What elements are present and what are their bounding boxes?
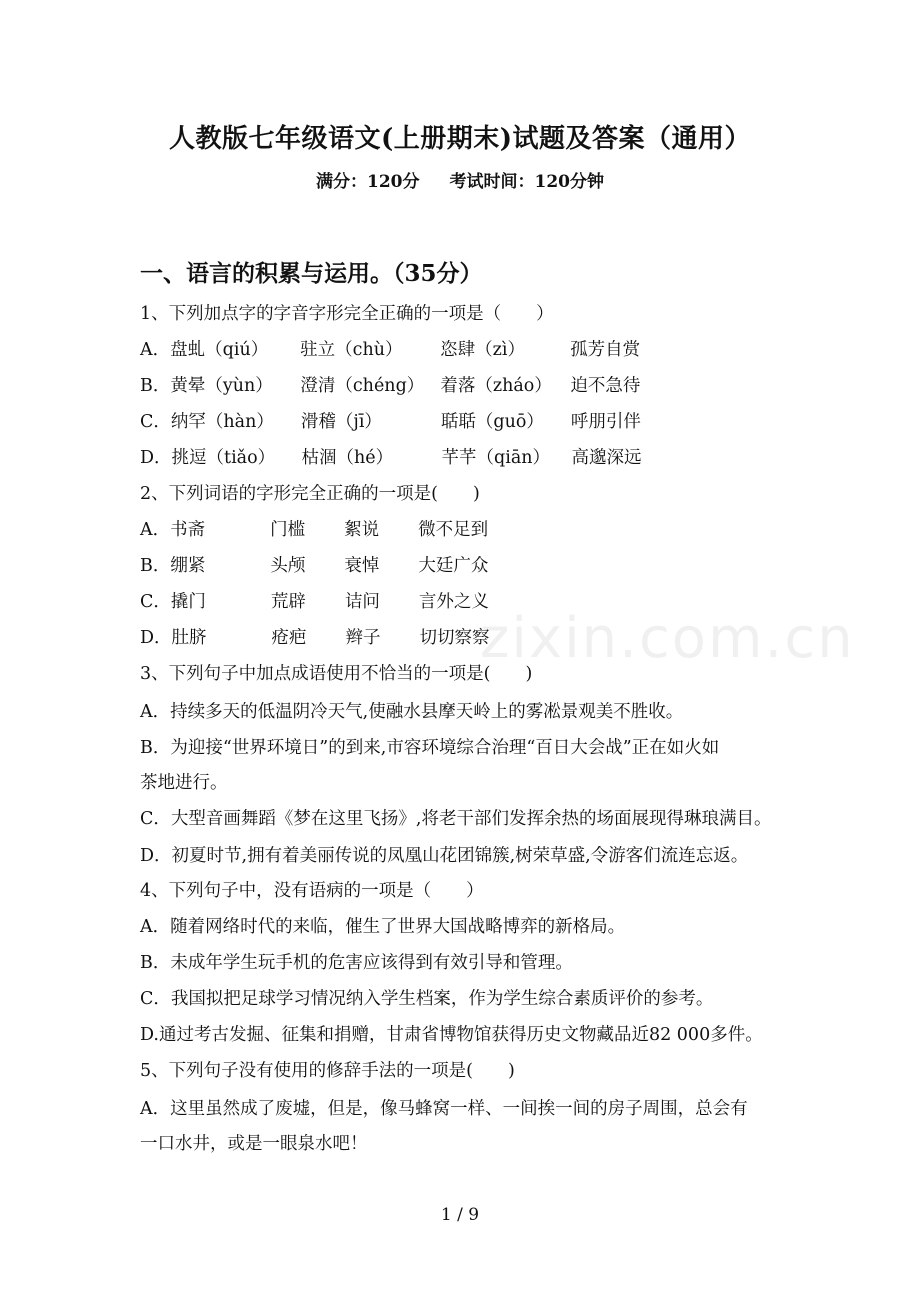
q3-option-a: A．持续多天的低温阴冷天气,使融水县摩天岭上的雾凇景观美不胜收。 [140,702,684,722]
section-heading: 一、语言的积累与运用。（35分） [140,260,483,287]
exam-info [0,167,920,192]
q1-option-d: D．挑逗（tiǎo） 枯涸（hé） 芊芊（qiān） 高邈深远 [140,448,642,468]
q1-option-c: C．纳罕（hàn） 滑稽（jī） 聒聒（guō） 呼朋引伴 [140,412,641,432]
q4-option-c: C．我国拟把足球学习情况纳入学生档案，作为学生综合素质评价的参考。 [140,989,714,1009]
exam-time: 考试时间：120分钟 [449,172,604,192]
q3-option-b-line1: B．为迎接“世界环境日”的到来,市容环境综合治理“百日大会战”正在如火如 [140,738,720,758]
question-5-stem: 5、下列句子没有使用的修辞手法的一项是( ) [140,1061,515,1081]
document-title: 人教版七年级语文(上册期末)试题及答案（通用） [168,124,752,154]
question-2-stem: 2、下列词语的字形完全正确的一项是( ) [140,484,480,504]
q2-option-d: D．肚脐 疮疤 辫子 切切察察 [140,628,490,648]
q2-option-a: A．书斋 门槛 絮说 微不足到 [140,520,489,540]
full-score: 满分：120分 [316,172,420,192]
q4-option-d: D.通过考古发掘、征集和捐赠，甘肃省博物馆获得历史文物藏品近82 000多件。 [140,1025,763,1045]
q5-option-a-line2: 一口水井，或是一眼泉水吧！ [140,1134,368,1154]
page-number: 1 / 9 [440,1205,480,1225]
q2-option-c: C．撬门 荒辟 诘问 言外之义 [140,592,489,612]
q4-option-b: B．未成年学生玩手机的危害应该得到有效引导和管理。 [140,953,573,973]
q4-option-a: A．随着网络时代的来临，催生了世界大国战略博弈的新格局。 [140,917,626,937]
q3-option-d: D．初夏时节,拥有着美丽传说的凤凰山花团锦簇,树荣草盛,令游客们流连忘返。 [140,846,749,866]
q1-option-b: B．黄晕（yùn） 澄清（chéng） 着落（zháo） 迫不急待 [140,376,641,396]
q2-option-b: B．绷紧 头颅 衰悼 大廷广众 [140,556,489,576]
question-3-stem: 3、下列句子中加点成语使用不恰当的一项是( ) [140,664,533,684]
question-1-stem: 1、下列加点字的字音字形完全正确的一项是（ ） [140,304,554,324]
q3-option-c: C．大型音画舞蹈《梦在这里飞扬》,将老干部们发挥余热的场面展现得琳琅满目。 [140,809,772,829]
watermark: zixin.com.cn [480,606,855,671]
q1-option-a: A．盘虬（qiú） 驻立（chù） 恣肆（zì） 孤芳自赏 [140,340,641,360]
q3-option-b-line2: 茶地进行。 [140,773,228,793]
question-4-stem: 4、下列句子中，没有语病的一项是（ ） [140,881,484,901]
q5-option-a-line1: A．这里虽然成了废墟，但是，像马蜂窝一样、一间挨一间的房子周围，总会有 [140,1099,748,1119]
